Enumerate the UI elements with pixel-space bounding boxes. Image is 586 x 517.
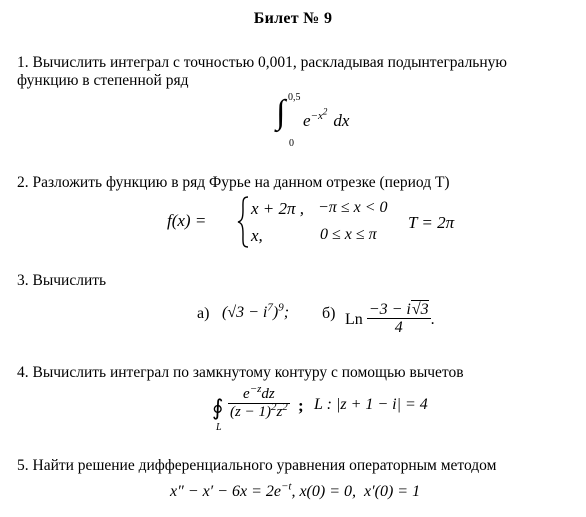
part-a-expression: $(√3 - i^7)^9$; bbox=[222, 301, 290, 321]
case-2-condition: 0 ≤ x ≤ π bbox=[320, 226, 377, 243]
residue-fraction: $\frac{e^{-z}dz}{(z - 1)^2z^2}$ bbox=[230, 383, 288, 420]
problem-1-text-line2: функцию в степенной ряд bbox=[17, 72, 189, 89]
integral-integrand: $e^{-x^2}$ dx bbox=[303, 106, 350, 130]
part-b-expression: Ln $\frac{-3 - i√3}{4}$ . bbox=[345, 301, 435, 336]
ticket-title: Билет № 9 bbox=[253, 10, 333, 27]
differential-equation: $x'' - x' - 6x = 2e^{-t}$, x(0) = 0, x′(0) = 1 bbox=[170, 480, 421, 500]
case-2-expression: x, bbox=[251, 226, 263, 245]
piecewise-lhs: f(x) = bbox=[167, 211, 207, 230]
integral-sign-icon: ∫ bbox=[276, 94, 286, 131]
contour-label: L bbox=[216, 422, 222, 433]
period-value: T = 2π bbox=[408, 213, 455, 232]
part-a-label: а) bbox=[197, 305, 210, 322]
left-brace-icon bbox=[236, 196, 250, 248]
part-b-label: б) bbox=[322, 305, 336, 322]
problem-4-text: 4. Вычислить интеграл по замкнутому контуру с помощью вычетов bbox=[17, 364, 464, 381]
problem-3-text: 3. Вычислить bbox=[17, 272, 107, 289]
integral-upper-limit: 0,5 bbox=[288, 92, 301, 103]
contour-integral-icon: ∮ bbox=[212, 395, 224, 420]
case-1-condition: −π ≤ x < 0 bbox=[318, 199, 388, 216]
contour-condition: L : |z + 1 − i| = 4 bbox=[314, 396, 428, 413]
integral-lower-limit: 0 bbox=[289, 138, 294, 149]
problem-5-text: 5. Найти решение дифференциального уравнения операторным методом bbox=[17, 457, 497, 474]
residue-separator: ; bbox=[298, 396, 304, 415]
problem-2-text: 2. Разложить функцию в ряд Фурье на данном отрезке (период T) bbox=[17, 174, 450, 191]
case-1-expression: x + 2π , bbox=[251, 199, 305, 218]
problem-1-text: 1. Вычислить интеграл с точностью 0,001, раскладывая подынтегральную bbox=[17, 54, 507, 71]
